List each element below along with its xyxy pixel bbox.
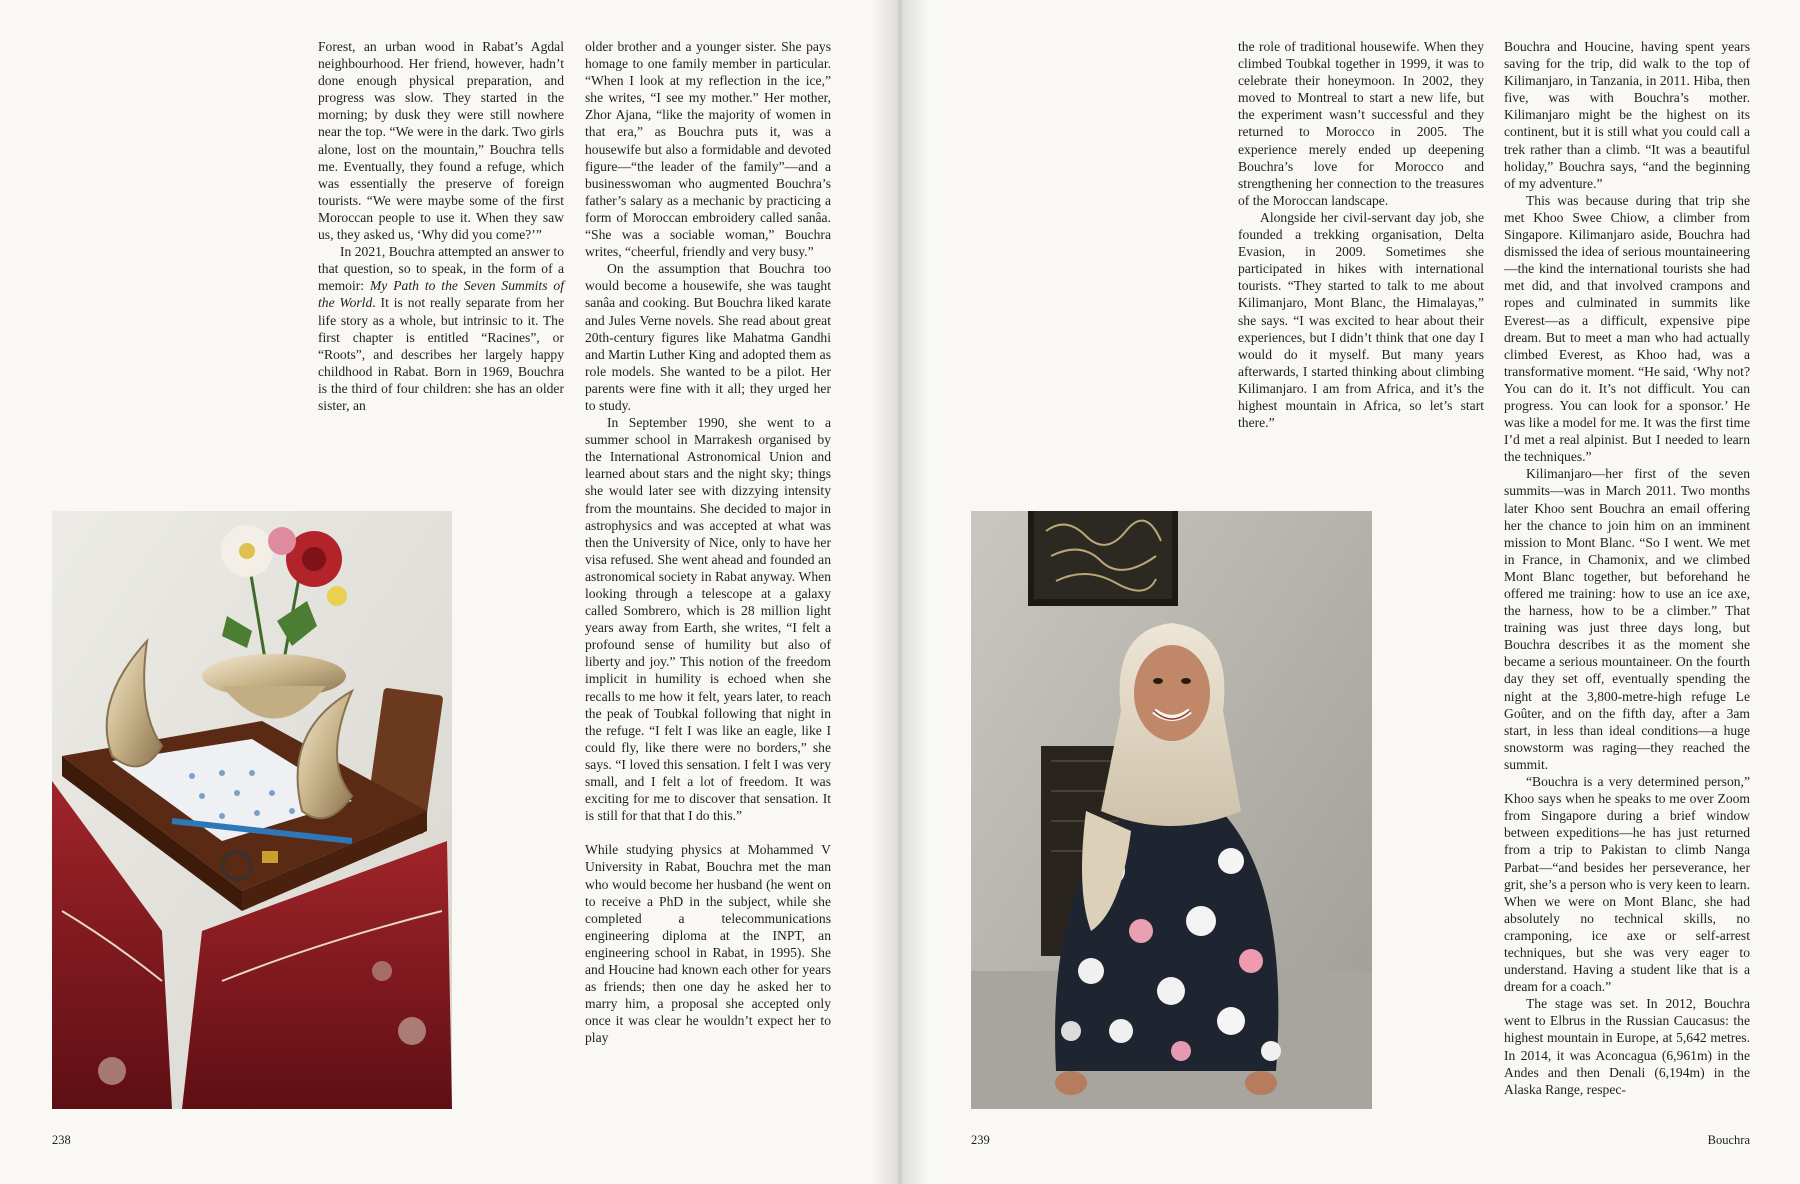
running-head: Bouchra: [1707, 1133, 1750, 1147]
right-text-column-1: [1238, 38, 1484, 431]
paragraph: Forest, an urban wood in Rabat’s Agdal neighbourhood. Her friend, however, hadn’t done enough physical preparation, and progress was slow. They started in the morning; by dusk they were still nowhere near the top. “We were in the dark. Two girls alone, lost on the mountain,” Bouchra tells me. Eventually, they found a refuge, which was essentially the preserve of foreign tourists. “We were maybe some of the first Moroccan people to use it. When they saw us, they asked us, ‘Why did you come?’”: [318, 39, 564, 243]
paragraph: Alongside her civil-servant day job, she founded a trekking organisation, Delta Evasion, in 2009. Sometimes she participated in hikes with international tourists. “They started to talk to me about Kilimanjaro, Mont Blanc, the Himalayas,” she says. “I was excited to hear about their experiences, but I didn’t think that one day I would do it myself. But many years afterwards, I started thinking about climbing Kilimanjaro. I am from Africa, and it’s the highest mountain in Africa, so let’s start there.”: [1238, 209, 1484, 431]
paragraph: older brother and a younger sister. She pays homage to one family member in particular. “When I look at my reflection in the ice,” she writes, “I see my mother.” Her mother, Zhor Ajana, “like the majority of women in that era,” as Bouchra puts it, was a housewife but also a formidable and devoted figure—“the leader of the family”—and a businesswoman who augmented Bouchra’s father’s salary as a mechanic by practicing a form of Moroccan embroidery called sanâa. “She was a sociable woman,” Bouchra writes, “cheerful, friendly and very busy.”: [585, 39, 831, 260]
page-number-left: 238: [52, 1133, 71, 1147]
paragraph: Bouchra and Houcine, having spent years saving for the trip, did walk to the top of Kilimanjaro, in Tanzania, in 2011. Hiba, then five, was with Bouchra’s mother. Kilimanjaro might be the highest on its continent, but it is still what you could call a trek rather than a climb. “It was a beautiful holiday,” Bouchra says, “and the beginning of my adventure.”: [1504, 39, 1750, 191]
still-life-photo: [52, 511, 452, 1109]
paragraph: This was because during that trip she met Khoo Swee Chiow, a climber from Singapore. Kilimanjaro aside, Bouchra had dismissed the idea of serious mountaineering—the kind the international tourists she had met did, and that involved crampons and ropes and culminated in summits like Everest—as a difficult, expensive pipe dream. But to meet a man who had actually climbed Everest, as Khoo had, was a transformative moment. “He said, ‘Why not? You can do it. It’s not difficult. You can progress. You can look for a sponsor.’ He was like a model for me. It was the first time I’d met a real alpinist. But I needed to learn the techniques.”: [1504, 192, 1750, 465]
page-number-right: 239: [971, 1133, 990, 1147]
paragraph-memoir: [318, 243, 564, 414]
portrait-image: [971, 511, 1372, 1109]
right-text-column-2: [1504, 38, 1750, 1098]
paragraph: In September 1990, she went to a summer school in Marrakesh organised by the International Astronomical Union and learned about stars and the night sky; things she would later see with dizzying intensity from the mountains. She decided to major in astrophysics and was accepted at what was then the University of Nice, only to have her visa refused. She went ahead and founded an astronomical society in Rabat anyway. When looking through a telescope at a galaxy called Sombrero, which is 28 million light years away from Earth, she writes, “I felt a profound sense of humility but also of liberty and joy.” This notion of the freedom implicit in humility is echoed when she recalls to me how it felt, years later, to reach the peak of Toubkal following that night in the refuge. “I felt I was like an eagle, like I could fly, like there were no borders,” she says. “I loved this sensation. I felt I was very small, and I felt a lot of freedom. It was exciting for me to discover that sensation. It is still for that that I do this.”: [585, 415, 831, 824]
paragraph: the role of traditional housewife. When they climbed Toubkal together in 1999, it was to celebrate their honeymoon. In 2002, they moved to Montreal to start a new life, but the experiment wasn’t successful and they returned to Morocco in 2005. The experience merely ended up deepening Bouchra’s love for Morocco and strengthening her connection to the treasures of the Moroccan landscape.: [1238, 39, 1484, 208]
memoir-rest: . It is not really separate from her life story as a whole, but intrinsic to it. The first chapter is entitled “Racines”, or “Roots”, and describes her largely happy childhood in Rabat. Born in 1969, Bouchra is the third of four children: she has an older sister, an: [318, 295, 564, 413]
paragraph: “Bouchra is a very determined person,” Khoo says when he speaks to me over Zoom from Singapore during a brief window between expeditions—he has just returned from a trip to Pakistan to climb Nanga Parbat—“and besides her perseverance, her grit, she’s a person who is very keen to learn. When we were on Mont Blanc, she had absolutely no technical skills, no cramponing, ice axe or self-arrest techniques, but she was very eager to understand. Having a student like that is a dream for a coach.”: [1504, 774, 1750, 995]
memoir-intro: In 2021, Bouchra attempted an answer to that question, so to speak, in the form of a memoir:: [318, 244, 564, 294]
left-text-column-2: [585, 38, 831, 1046]
paragraph-section-start: While studying physics at Mohammed V University in Rabat, Bouchra met the man who would become her husband (he went on to receive a PhD in the subject, while she completed a telecommunications engineering diploma at the INPT, an engineering school in Rabat, in 1995). She and Houcine had known each other for years as friends; then one day he asked her to marry him, a proposal she accepted only once it was clear he wouldn’t expect her to play: [585, 842, 831, 1046]
paragraph: The stage was set. In 2012, Bouchra went to Elbrus in the Russian Caucasus: the highest mountain in Europe, at 5,642 metres. In 2014, it was Aconcagua (6,961m) in the Andes and then Denali (6,194m) in the Alaska Range, respec-: [1504, 996, 1750, 1097]
paragraph: Kilimanjaro—her first of the seven summits—was in March 2011. Two months later Khoo sent Bouchra an email offering her the chance to join him on an imminent mission to Mont Blanc. “So I went. We met in France, in Chamonix, and we climbed Mont Blanc together, but beforehand he offered me training: how to use an ice axe, the harness, how to be a climber.” That training was just three days long, but Bouchra describes it as the moment she became a serious mountaineer. On the fourth day they set off, eventually spending the night at the 3,800-metre-high refuge Le Goûter, and on the fifth day, after a 3am start, in less than ideal conditions—a huge snowstorm was raging—they reached the summit.: [1504, 466, 1750, 772]
portrait-photo: [971, 511, 1372, 1109]
paragraph: On the assumption that Bouchra too would become a housewife, she was taught sanâa and cooking. But Bouchra liked karate and Jules Verne novels. She read about great 20th-century figures like Mahatma Gandhi and Martin Luther King and adopted them as role models. She wanted to be a pilot. Her parents were fine with it all; they urged her to study.: [585, 261, 831, 413]
still-life-image: [52, 511, 452, 1109]
left-text-column-1: [318, 38, 564, 414]
memoir-title: My Path to the Seven Summits of the World: [318, 278, 564, 311]
page-gutter: [870, 0, 930, 1184]
